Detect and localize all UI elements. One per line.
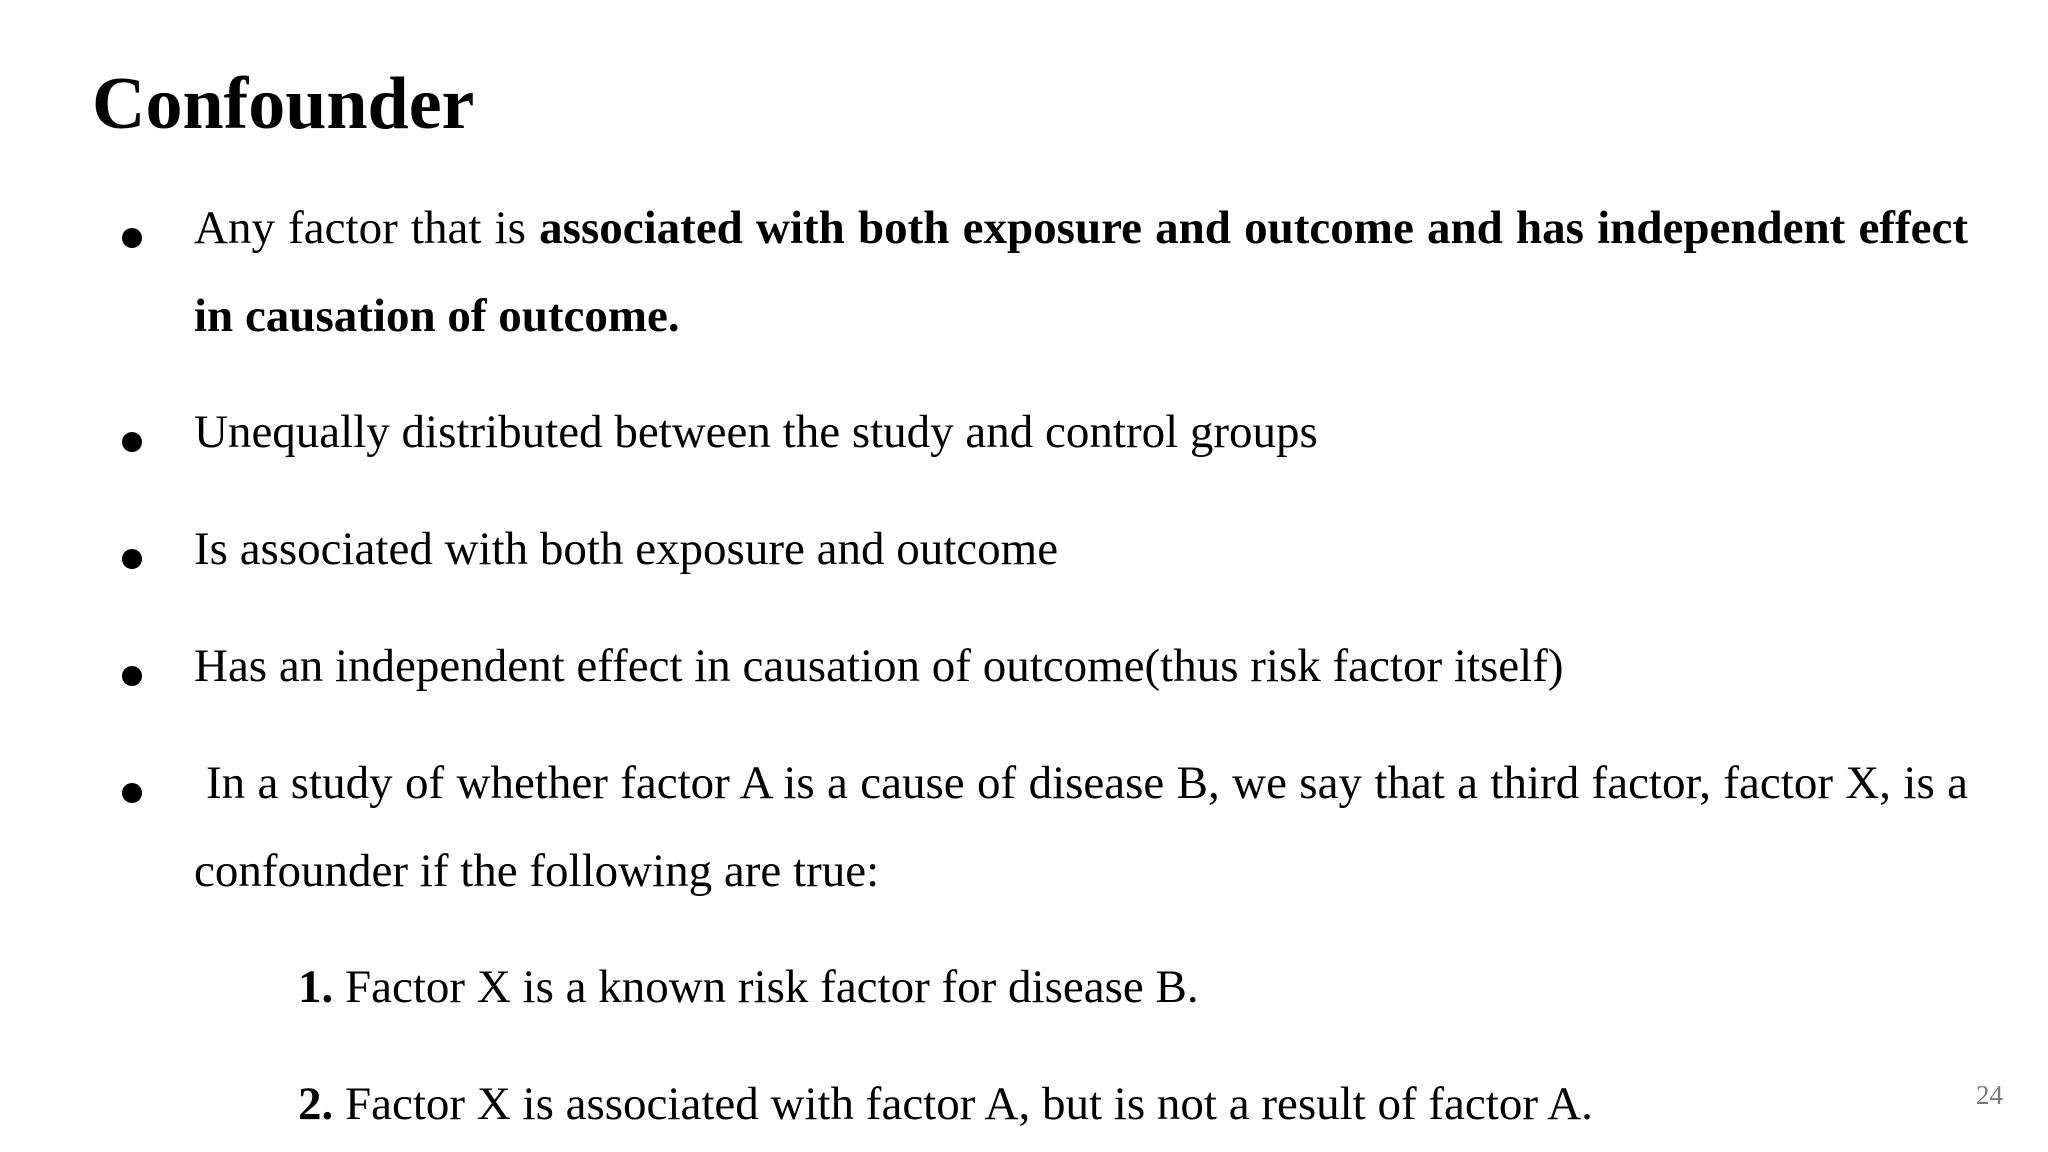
- numbered-item: [298, 1060, 1593, 1148]
- slide-title: Confounder: [92, 63, 475, 145]
- bullet-text: Has an independent effect in causation of outcome(thus risk factor itself): [194, 640, 1564, 692]
- numbered-item-text: Factor X is a known risk factor for disease B.: [345, 961, 1199, 1013]
- numbered-item-number: 2.: [298, 1078, 334, 1130]
- page-number: 24: [1976, 1080, 2003, 1110]
- bullet-text: Is associated with both exposure and outcome: [194, 523, 1059, 575]
- bullet-bold-text: associated with both exposure and outcome and has independent effect in causation of outcome.: [194, 202, 1968, 342]
- bullet-dot-icon: [122, 432, 142, 452]
- numbered-item-number: 1.: [298, 961, 334, 1013]
- numbered-item-text: Factor X is associated with factor A, but is not a result of factor A.: [345, 1078, 1593, 1130]
- bullet-text: In a study of whether factor A is a cause of disease B, we say that a third factor, factor X, is a confounder if the following are true:: [194, 757, 1968, 897]
- bullet-dot-icon: [122, 228, 142, 248]
- numbered-item: [298, 943, 1199, 1031]
- bullet-dot-icon: [122, 783, 142, 803]
- bullet-text: [194, 184, 1968, 360]
- bullet-dot-icon: [122, 549, 142, 569]
- bullet-item: [0, 388, 2048, 488]
- bullet-item: [0, 739, 2048, 897]
- bullet-item: [0, 505, 2048, 605]
- bullet-item: [0, 184, 2048, 342]
- bullet-item: [0, 622, 2048, 722]
- bullet-text: Unequally distributed between the study and control groups: [194, 406, 1318, 458]
- bullet-dot-icon: [122, 666, 142, 686]
- bullet-lead-text: Any factor that is: [194, 202, 526, 254]
